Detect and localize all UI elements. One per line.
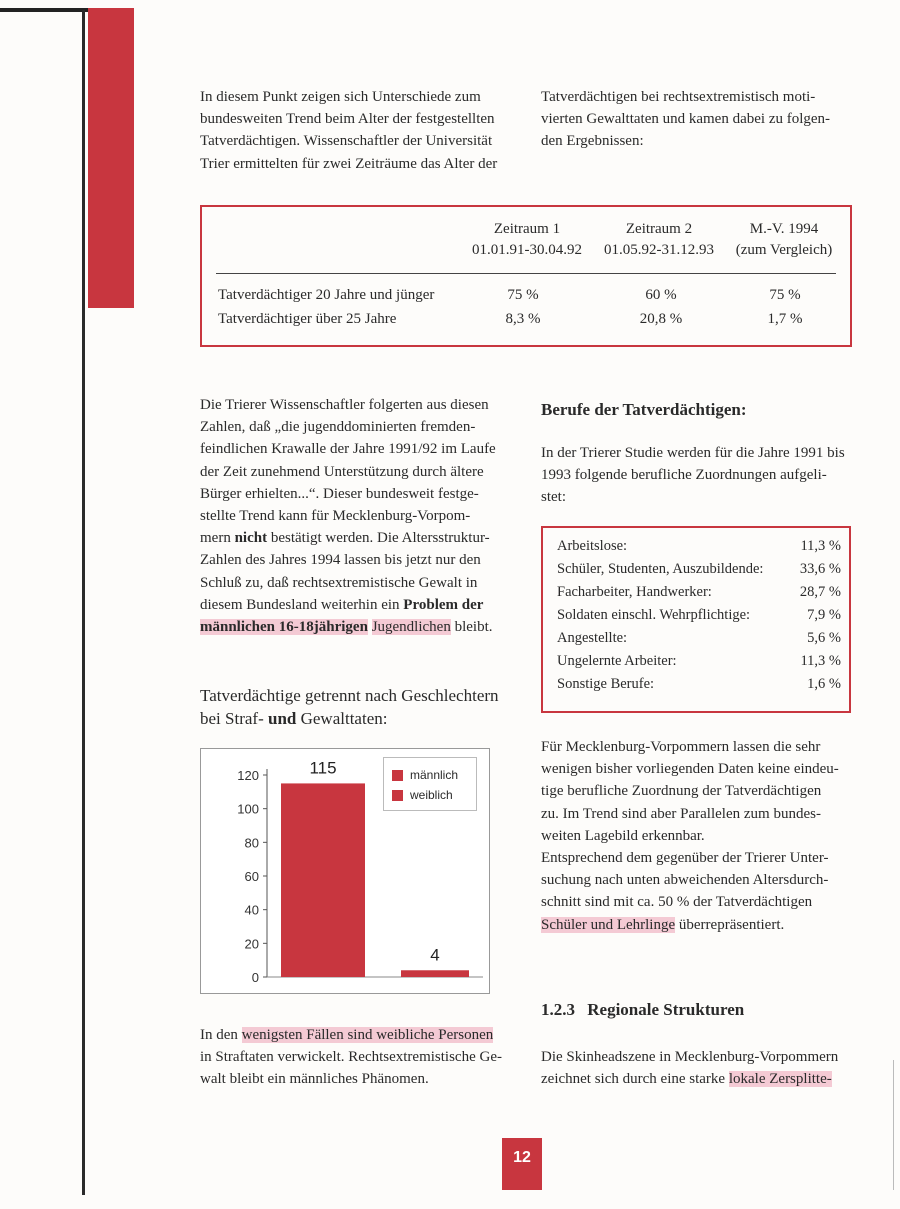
text-line: In diesem Punkt zeigen sich Unterschiede zum xyxy=(200,89,481,105)
legend-swatch xyxy=(392,770,403,781)
table-row xyxy=(557,607,841,629)
text-line: suchung nach unten abweichenden Altersdurch- xyxy=(541,872,829,889)
y-tick-label: 20 xyxy=(244,936,259,952)
legend-label: weiblich xyxy=(410,788,453,802)
text-line: bundesweiten Trend beim Alter der festgestellten xyxy=(200,111,495,128)
chart-legend xyxy=(383,757,477,811)
text-line: 1993 folgende berufliche Zuordnungen aufgeli- xyxy=(541,467,827,484)
text-line xyxy=(200,616,516,638)
age-comparison-table xyxy=(200,205,852,347)
text-line: stellte Trend kann für Mecklenburg-Vorpom- xyxy=(200,508,471,525)
text-line: wenigen bisher vorliegenden Daten keine eindeu- xyxy=(541,761,839,778)
gender-bar-chart xyxy=(200,748,490,994)
table-row xyxy=(557,561,841,583)
text-fragment: bei Straf- xyxy=(200,709,264,728)
y-tick-label: 40 xyxy=(244,902,259,918)
cell-value: 28,7 % xyxy=(799,584,841,600)
text-line: den Ergebnissen: xyxy=(541,133,644,150)
text-line: In der Trierer Studie werden für die Jahre 1991 bis xyxy=(541,445,845,461)
row-label: Facharbeiter, Handwerker: xyxy=(557,584,712,600)
professions-table xyxy=(541,526,851,713)
section-title: Regionale Strukturen xyxy=(587,1000,745,1019)
text-line: walt bleibt ein männliches Phänomen. xyxy=(200,1071,429,1088)
text-line: Bürger erhielten...“. Dieser bundesweit festge- xyxy=(200,485,479,502)
bar-data-label: 115 xyxy=(309,758,337,778)
text-line: Zahlen des Jahres 1994 lassen bis jetzt nur den xyxy=(200,552,481,569)
margin-line xyxy=(82,10,85,1195)
legend-label: männlich xyxy=(410,768,459,782)
cell-value: 60 % xyxy=(645,287,677,303)
text-line: Tatverdächtigen. Wissenschaftler der Universität xyxy=(200,133,493,150)
bar-männlich xyxy=(281,783,365,977)
y-tick-label: 60 xyxy=(244,869,259,884)
chart-heading xyxy=(200,684,520,730)
row-label: Tatverdächtiger 20 Jahre und jünger xyxy=(218,287,435,303)
heading-line xyxy=(200,707,520,730)
y-tick-label: 0 xyxy=(251,970,259,985)
professions-heading: Berufe der Tatverdächtigen: xyxy=(541,400,747,419)
cell-value: 20,8 % xyxy=(639,311,683,327)
text-line xyxy=(200,527,516,549)
text-fragment: Gewalttaten: xyxy=(300,709,388,728)
text-fragment: In den xyxy=(200,1027,238,1043)
header-title: Zeitraum 1 xyxy=(493,221,561,237)
text-line xyxy=(541,1068,861,1090)
bar-data-label: 4 xyxy=(430,945,440,965)
body-paragraph-left xyxy=(200,394,516,638)
text-line: Die Skinheadszene in Mecklenburg-Vorpommern xyxy=(541,1049,839,1065)
legend-swatch xyxy=(392,790,403,801)
row-label: Arbeitslose: xyxy=(557,538,628,554)
text-line: vierten Gewalttaten und kamen dabei zu folgen- xyxy=(541,111,831,128)
text-line: Entsprechend dem gegenüber der Trierer Unter- xyxy=(541,850,829,867)
top-rule xyxy=(0,8,92,12)
text-line: weiten Lagebild erkennbar. xyxy=(541,827,705,844)
heading-line: Tatverdächtige getrennt nach Geschlechtern xyxy=(200,686,499,705)
header-title: Zeitraum 2 xyxy=(625,221,693,237)
header-date-range: 01.05.92-31.12.93 xyxy=(604,242,714,258)
cell-value: 75 % xyxy=(769,287,801,303)
section-number: 1.2.3 xyxy=(541,1000,575,1019)
intro-paragraph-right xyxy=(541,86,861,153)
section-heading xyxy=(541,1000,744,1020)
highlighted-text: lokale Zersplitte- xyxy=(728,1071,832,1088)
text-fragment: mern xyxy=(200,530,231,547)
cell-value: 8,3 % xyxy=(505,311,541,327)
text-line: Tatverdächtigen bei rechtsextremistisch moti- xyxy=(541,89,816,105)
highlighted-text: Jugendlichen xyxy=(371,619,451,636)
text-line xyxy=(200,1024,520,1046)
text-fragment: zeichnet sich durch eine starke xyxy=(541,1071,726,1088)
text-line: der Zeit zunehmend Unterstützung durch ältere xyxy=(200,463,484,480)
highlighted-text: wenigsten Fällen sind weibliche Personen xyxy=(241,1027,494,1043)
header-comparison-note: (zum Vergleich) xyxy=(735,242,833,258)
cell-value: 11,3 % xyxy=(800,653,841,669)
row-label: Ungelernte Arbeiter: xyxy=(557,653,677,669)
cell-value: 1,7 % xyxy=(767,311,803,327)
text-line: Zahlen, daß „die jugenddominierten fremden- xyxy=(200,419,476,436)
text-line: Für Mecklenburg-Vorpommern lassen die sehr xyxy=(541,739,821,755)
bar-weiblich xyxy=(401,970,469,977)
header-rule xyxy=(216,273,836,274)
highlighted-emphasis: männlichen 16-18jährigen xyxy=(200,619,368,636)
text-line: Die Trierer Wissenschaftler folgerten aus diesen xyxy=(200,397,489,413)
y-tick-label: 80 xyxy=(244,835,259,851)
cell-value: 75 % xyxy=(507,287,539,303)
text-fragment: überrepräsentiert. xyxy=(678,916,785,933)
row-label: Tatverdächtiger über 25 Jahre xyxy=(218,311,397,327)
page-number: 12 xyxy=(502,1138,542,1190)
table-row xyxy=(202,311,850,333)
cell-value: 7,9 % xyxy=(807,607,841,623)
emphasis: Problem der xyxy=(403,596,484,613)
text-line xyxy=(200,594,516,616)
y-tick-label: 120 xyxy=(237,768,259,783)
table-row xyxy=(557,630,841,652)
text-fragment: diesem Bundesland weiterhin ein xyxy=(200,596,400,613)
text-line xyxy=(541,914,855,936)
text-line: schnitt sind mit ca. 50 % der Tatverdächtigen xyxy=(541,894,813,911)
text-line: in Straftaten verwickelt. Rechtsextremistische Ge- xyxy=(200,1049,502,1066)
body-paragraph-right xyxy=(541,736,855,936)
row-label: Sonstige Berufe: xyxy=(557,676,655,692)
table-row xyxy=(557,653,841,675)
y-tick-label: 100 xyxy=(237,801,259,817)
emphasis: nicht xyxy=(234,530,268,547)
cell-value: 1,6 % xyxy=(807,676,841,692)
text-line: Trier ermittelten für zwei Zeiträume das Alter der xyxy=(200,155,498,172)
table-row xyxy=(557,584,841,606)
text-line: zu. Im Trend sind aber Parallelen zum bundes- xyxy=(541,805,821,822)
section-paragraph xyxy=(541,1046,861,1090)
cell-value: 11,3 % xyxy=(800,538,841,554)
header-date-range: 01.01.91-30.04.92 xyxy=(472,242,582,258)
column-header-mv-1994 xyxy=(720,219,848,261)
page-edge xyxy=(893,1060,894,1190)
highlighted-text: Schüler und Lehrlinge xyxy=(541,916,676,933)
cell-value: 33,6 % xyxy=(799,561,841,577)
emphasis: und xyxy=(267,709,297,728)
footer-paragraph-left xyxy=(200,1024,520,1091)
professions-intro xyxy=(541,442,853,509)
column-header-period-2 xyxy=(594,219,724,261)
table-row xyxy=(557,676,841,698)
text-fragment: bleibt. xyxy=(454,619,493,636)
red-margin-bar xyxy=(88,8,134,308)
table-row xyxy=(202,287,850,309)
text-line: Schluß zu, daß rechtsextremistische Gewalt in xyxy=(200,574,478,591)
intro-paragraph-left xyxy=(200,86,515,175)
text-line: stet: xyxy=(541,489,566,506)
row-label: Angestellte: xyxy=(557,630,628,646)
cell-value: 5,6 % xyxy=(807,630,841,646)
text-line: feindlichen Krawalle der Jahre 1991/92 im Laufe xyxy=(200,441,496,458)
text-line: tige berufliche Zuordnung der Tatverdächtigen xyxy=(541,783,822,800)
row-label: Soldaten einschl. Wehrpflichtige: xyxy=(557,607,751,623)
row-label: Schüler, Studenten, Auszubildende: xyxy=(557,561,764,577)
text-fragment: bestätigt werden. Die Altersstruktur- xyxy=(270,530,490,547)
column-header-period-1 xyxy=(472,219,582,261)
table-row xyxy=(557,538,841,560)
header-title: M.-V. 1994 xyxy=(749,221,819,237)
